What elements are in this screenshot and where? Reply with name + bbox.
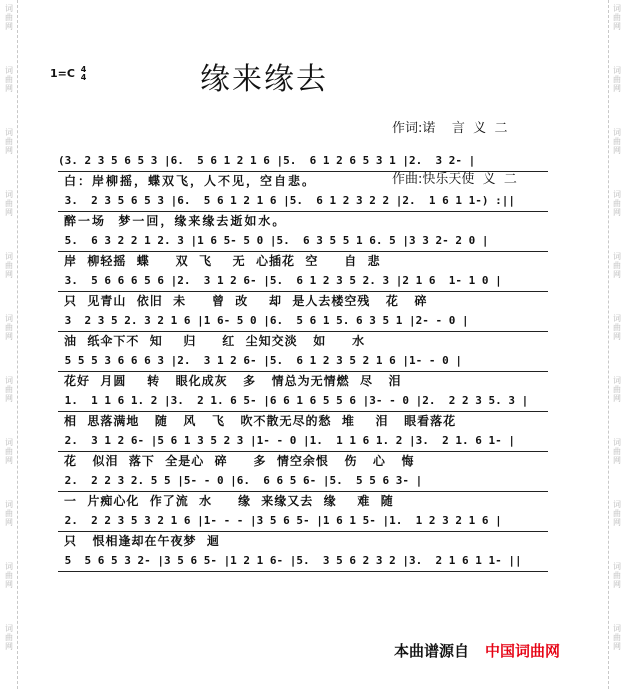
watermark-stamp: 词 曲 网 xyxy=(613,4,621,31)
watermark-stamp: 词 曲 网 xyxy=(613,252,621,279)
time-signature xyxy=(81,66,87,82)
lyric-row-8: 花 似泪 落下 全是心 碎 多 情空余恨 伤 心 悔 xyxy=(64,454,415,468)
notation-row-6: 5 5 5 3 6 6 6 3 |2. 3 1 2 6- |5. 6 1 2 3 5 2 1 6 |1- - 0 | xyxy=(58,354,548,372)
notation-row-4: 3. 5 6 6 6 5 6 |2. 3 1 2 6- |5. 6 1 2 3 5 2. 3 |2 1 6 1- 1 0 | xyxy=(58,274,548,292)
watermark-stamp: 词 曲 网 xyxy=(5,314,13,341)
watermark-stamp: 词 曲 网 xyxy=(5,438,13,465)
watermark-stamp: 词 曲 网 xyxy=(5,500,13,527)
key-label: 1=C xyxy=(50,67,75,80)
lyric-row-5: 油 纸伞下不 知 归 红 尘知交淡 如 水 xyxy=(64,334,366,348)
watermark-stamp: 词 曲 网 xyxy=(613,500,621,527)
notation-row-5: 3 2 3 5 2. 3 2 1 6 |1 6- 5 0 |6. 5 6 1 5. 6 3 5 1 |2- - 0 | xyxy=(58,314,548,332)
watermark-stamp: 词 曲 网 xyxy=(613,190,621,217)
source-prefix: 本曲谱源自 xyxy=(394,642,470,660)
watermark-stamp: 词 曲 网 xyxy=(5,128,13,155)
watermark-stamp: 词 曲 网 xyxy=(5,376,13,403)
watermark-stamp: 词 曲 网 xyxy=(613,66,621,93)
lyricist-credit xyxy=(392,120,517,137)
notation-row-1: (3. 2 3 5 6 5 3 |6. 5 6 1 2 1 6 |5. 6 1 2 6 5 3 1 |2. 3 2- | xyxy=(58,154,548,172)
watermark-stamp: 词 曲 网 xyxy=(613,376,621,403)
notation-row-7: 1. 1 1 6 1. 2 |3. 2 1. 6 5- |6 6 1 6 5 5 6 |3- - 0 |2. 2 2 3 5. 3 | xyxy=(58,394,548,412)
notation-row-2: 3. 2 3 5 6 5 3 |6. 5 6 1 2 1 6 |5. 6 1 2 3 2 2 |2. 1 6 1 1-) :|| xyxy=(58,194,548,212)
lyric-row-3: 岸 柳轻摇 蝶 双 飞 无 心插花 空 自 悲 xyxy=(64,254,381,268)
lyricist-name: 诺 言 义 二 xyxy=(422,121,508,136)
watermark-stamp: 词 曲 网 xyxy=(5,66,13,93)
composer-role: 作曲: xyxy=(392,172,423,187)
lyric-row-4: 只 见青山 依旧 未 曾 改 却 是人去楼空残 花 碎 xyxy=(64,294,428,308)
watermark-stamp: 词 曲 网 xyxy=(613,314,621,341)
watermark-stamp: 词 曲 网 xyxy=(613,562,621,589)
notation-row-8: 2. 3 1 2 6- |5 6 1 3 5 2 3 |1- - 0 |1. 1 1 6 1. 2 |3. 2 1. 6 1- | xyxy=(58,434,548,452)
lyric-row-7: 相 思落满地 随 风 飞 吹不散无尽的愁 堆 泪 眼看落花 xyxy=(64,414,457,428)
time-signature-beats: 4 xyxy=(80,65,87,74)
lyric-row-10: 只 恨相逢却在午夜梦 迴 xyxy=(64,534,220,548)
notation-row-3: 5. 6 3 2 2 1 2. 3 |1 6 5- 5 0 |5. 6 3 5 5 1 6. 5 |3 3 2- 2 0 | xyxy=(58,234,548,252)
lyric-row-2: 醉一场 梦一回，缘来缘去逝如水。 xyxy=(64,214,287,228)
watermark-stamp: 词 曲 网 xyxy=(5,4,13,31)
watermark-stamp: 词 曲 网 xyxy=(613,438,621,465)
source-site-link[interactable]: 中国词曲网 xyxy=(485,642,561,660)
key-signature xyxy=(50,66,86,82)
jianpu-score xyxy=(58,150,548,572)
composer-name: 快乐天使 义 二 xyxy=(422,172,517,187)
notation-row-9: 2. 2 2 3 2. 5 5 |5- - 0 |6. 6 6 5 6- |5. 5 5 6 3- | xyxy=(58,474,548,492)
time-signature-unit: 4 xyxy=(80,73,87,82)
source-credit xyxy=(394,640,560,661)
watermark-stamp: 词 曲 网 xyxy=(613,128,621,155)
lyricist-role: 作词: xyxy=(392,121,423,136)
watermark-stamp: 词 曲 网 xyxy=(5,190,13,217)
watermark-stamp: 词 曲 网 xyxy=(5,252,13,279)
notation-row-10: 2. 2 2 3 5 3 2 1 6 |1- - - |3 5 6 5- |1 6 1 5- |1. 1 2 3 2 1 6 | xyxy=(58,514,548,532)
notation-row-11: 5 5 6 5 3 2- |3 5 6 5- |1 2 1 6- |5. 3 5 6 2 3 2 |3. 2 1 6 1 1- || xyxy=(58,554,548,572)
lyric-row-6: 花好 月圆 转 眼化成灰 多 情总为无情燃 尽 泪 xyxy=(64,374,402,388)
song-title: 缘来缘去 xyxy=(200,62,328,97)
lyric-row-1: 白：岸柳摇，蝶双飞，人不见，空自悲。 xyxy=(64,174,317,188)
watermark-stamp: 词 曲 网 xyxy=(613,624,621,651)
watermark-stamp: 词 曲 网 xyxy=(5,562,13,589)
watermark-stamp: 词 曲 网 xyxy=(5,624,13,651)
lyric-row-9: 一 片痴心化 作了流 水 缘 来缘又去 缘 难 随 xyxy=(64,494,394,508)
